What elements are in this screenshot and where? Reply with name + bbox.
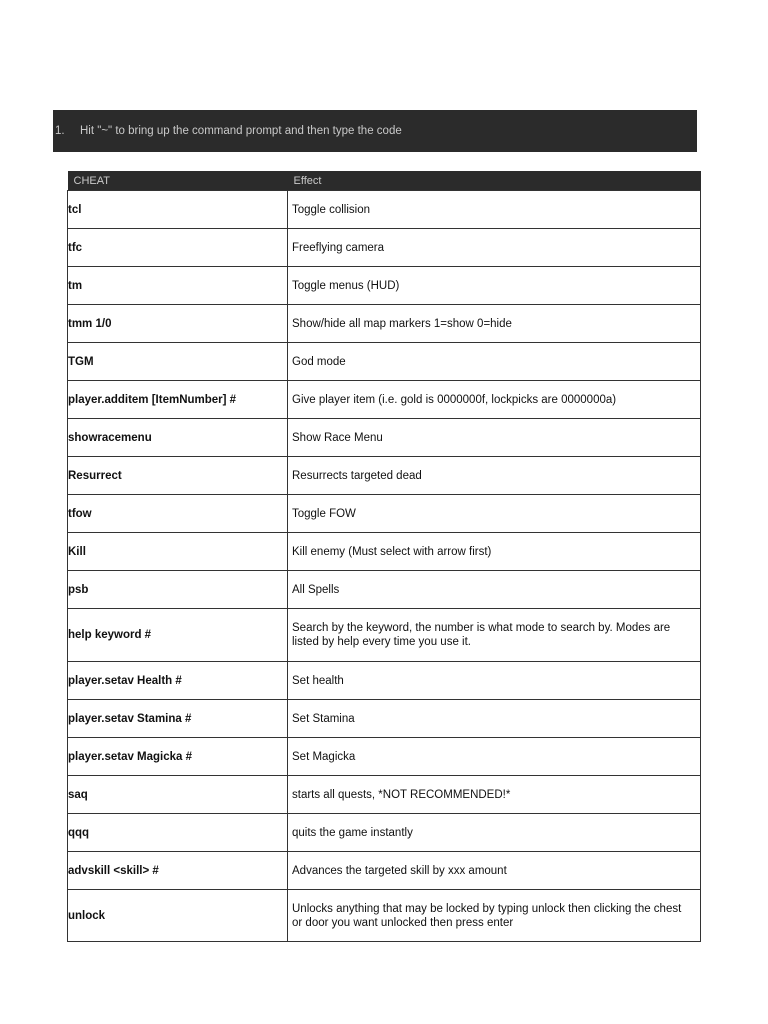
cheat-code: tfc	[68, 229, 288, 267]
instruction-text: Hit "~" to bring up the command prompt and then type the code	[80, 125, 402, 137]
instruction-banner	[53, 110, 697, 152]
table-row	[68, 381, 701, 419]
cheat-code: player.setav Stamina #	[68, 700, 288, 738]
cheat-column-header: CHEAT	[68, 171, 288, 191]
table-row	[68, 343, 701, 381]
cheat-code: player.setav Magicka #	[68, 738, 288, 776]
instruction-number: 1.	[55, 125, 65, 137]
cheat-effect: Resurrects targeted dead	[288, 457, 701, 495]
cheat-effect: Toggle collision	[288, 191, 701, 229]
cheat-code: tcl	[68, 191, 288, 229]
cheat-code: saq	[68, 776, 288, 814]
cheat-effect: Set Stamina	[288, 700, 701, 738]
cheat-code: player.setav Health #	[68, 662, 288, 700]
table-row	[68, 533, 701, 571]
table-row	[68, 191, 701, 229]
table-row	[68, 495, 701, 533]
table-row	[68, 229, 701, 267]
cheat-code: advskill <skill> #	[68, 852, 288, 890]
table-row	[68, 305, 701, 343]
table-header-row	[68, 171, 701, 191]
table-row	[68, 457, 701, 495]
table-row	[68, 776, 701, 814]
table-row	[68, 609, 701, 662]
cheat-code: player.additem [ItemNumber] #	[68, 381, 288, 419]
cheat-code: help keyword #	[68, 609, 288, 662]
table-row	[68, 738, 701, 776]
cheat-effect: Give player item (i.e. gold is 0000000f, lockpicks are 0000000a)	[288, 381, 701, 419]
cheat-effect: starts all quests, *NOT RECOMMENDED!*	[288, 776, 701, 814]
cheat-effect: Unlocks anything that may be locked by typing unlock then clicking the chest or door you want unlocked then press enter	[288, 890, 701, 942]
cheat-effect: God mode	[288, 343, 701, 381]
table-row	[68, 814, 701, 852]
cheat-code: tfow	[68, 495, 288, 533]
table-row	[68, 662, 701, 700]
cheat-effect: Kill enemy (Must select with arrow first)	[288, 533, 701, 571]
table-row	[68, 267, 701, 305]
cheat-effect: Toggle FOW	[288, 495, 701, 533]
cheat-code: Resurrect	[68, 457, 288, 495]
cheat-code: psb	[68, 571, 288, 609]
cheat-effect: Toggle menus (HUD)	[288, 267, 701, 305]
cheat-effect: Set Magicka	[288, 738, 701, 776]
cheat-code: Kill	[68, 533, 288, 571]
cheat-effect: Show/hide all map markers 1=show 0=hide	[288, 305, 701, 343]
cheat-effect: Search by the keyword, the number is what mode to search by. Modes are listed by help every time you use it.	[288, 609, 701, 662]
cheat-code: tmm 1/0	[68, 305, 288, 343]
table-row	[68, 890, 701, 942]
table-row	[68, 852, 701, 890]
cheat-code: tm	[68, 267, 288, 305]
cheat-table	[67, 171, 701, 942]
cheat-effect: quits the game instantly	[288, 814, 701, 852]
cheat-code: unlock	[68, 890, 288, 942]
effect-column-header: Effect	[288, 171, 701, 191]
cheat-code: showracemenu	[68, 419, 288, 457]
cheat-code: qqq	[68, 814, 288, 852]
table-row	[68, 700, 701, 738]
cheat-effect: Freeflying camera	[288, 229, 701, 267]
cheat-code: TGM	[68, 343, 288, 381]
cheat-effect: Show Race Menu	[288, 419, 701, 457]
cheat-effect: Set health	[288, 662, 701, 700]
table-row	[68, 419, 701, 457]
table-row	[68, 571, 701, 609]
cheat-effect: Advances the targeted skill by xxx amount	[288, 852, 701, 890]
cheat-effect: All Spells	[288, 571, 701, 609]
